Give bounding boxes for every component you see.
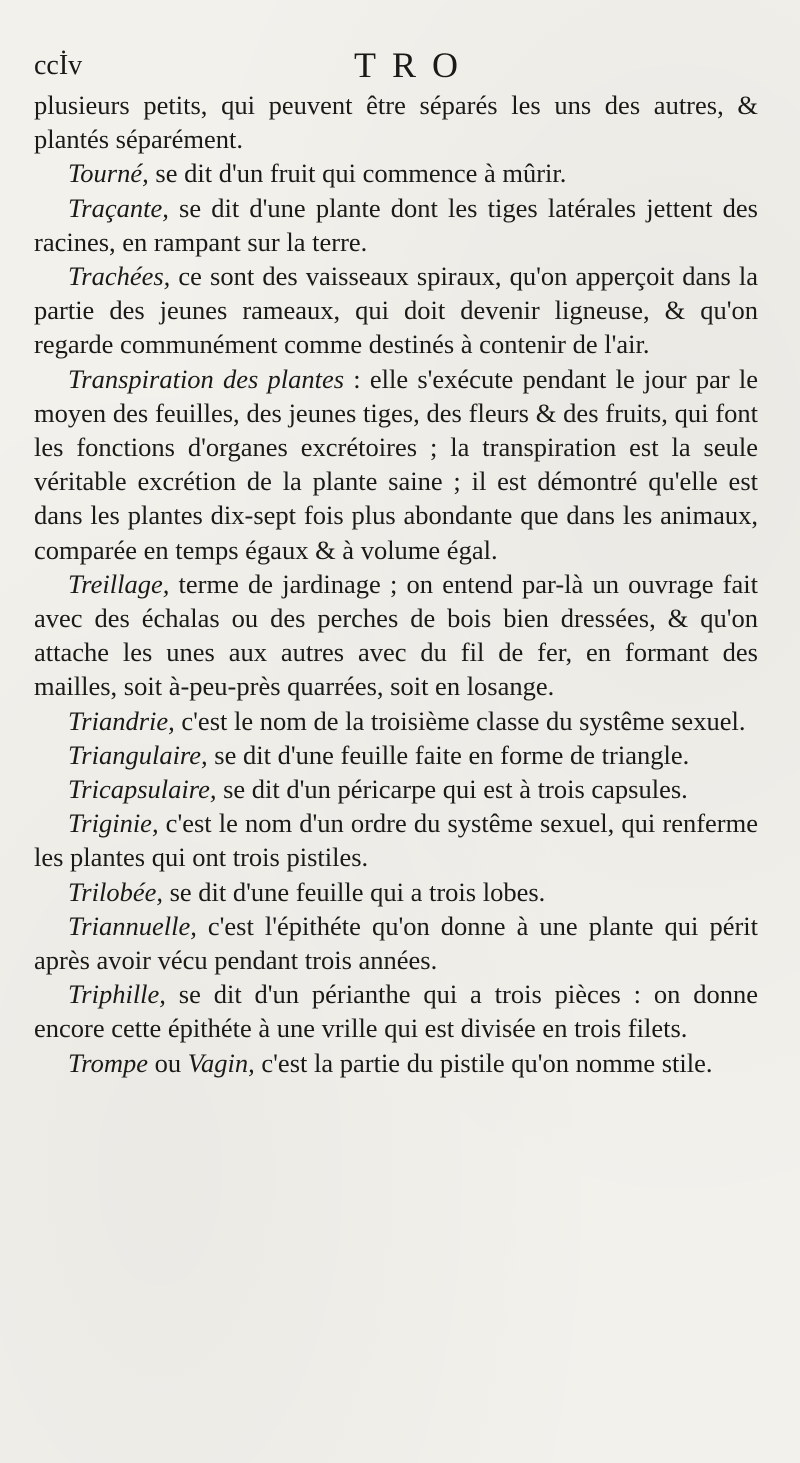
entry-term: Tourné, xyxy=(68,158,149,189)
entry-text: c'est l'épithéte qu'on donne à une plante qui périt après avoir vécu pendant trois années. xyxy=(34,910,758,976)
entry-text: se dit d'un fruit qui commence à mûrir. xyxy=(148,158,567,189)
entry-term: Trachées, xyxy=(68,261,171,292)
entry-trilobee xyxy=(34,875,758,909)
entry-trachees xyxy=(34,259,758,362)
entry-tourne xyxy=(34,156,758,190)
entry-text: c'est le nom d'un ordre du systême sexuel, qui renferme les plantes qui ont trois pistiles. xyxy=(34,808,758,873)
entry-term: Triangulaire, xyxy=(68,739,208,770)
entry-text: se dit d'une feuille faite en forme de triangle. xyxy=(207,739,690,770)
entry-text: se dit d'une feuille qui a trois lobes. xyxy=(162,876,546,907)
entry-term: Triginie, xyxy=(68,808,159,839)
entry-tricapsulaire xyxy=(34,772,758,806)
entry-term: Traçante, xyxy=(68,192,169,223)
entry-term: Tricapsulaire, xyxy=(68,774,217,805)
entry-term: Treillage, xyxy=(68,568,170,599)
entry-trompe xyxy=(34,1046,758,1080)
entry-tracante xyxy=(34,191,758,259)
entry-term: Triannuelle, xyxy=(68,910,197,941)
entry-term-alt: Vagin, xyxy=(187,1047,255,1078)
entry-triannuelle xyxy=(34,909,758,977)
entry-text: c'est la partie du pistile qu'on nomme stile. xyxy=(254,1047,713,1078)
running-head: TRO xyxy=(354,45,474,85)
entry-treillage xyxy=(34,567,758,704)
entry-text: se dit d'une plante dont les tiges latérales jettent des racines, en rampant sur la terre. xyxy=(34,192,758,257)
entry-text: ce sont des vaisseaux spiraux, qu'on apperçoit dans la partie des jeunes rameaux, qui doit devenir ligneuse, & qu'on regarde communément comme destinés à contenir de l'air. xyxy=(34,261,758,360)
entry-term: Transpiration des plantes xyxy=(68,363,345,394)
entry-text: se dit d'un péricarpe qui est à trois capsules. xyxy=(216,774,688,805)
entry-text: : elle s'exécute pendant le jour par le moyen des feuilles, des jeunes tiges, des fleurs & des fruits, qui font les fonctions d'organes excrétoires ; la transpiration est la seule véritable excrétion de la plante saine ; il est démontré qu'elle est dans les plantes dix-sept fois plus abondante que dans les animaux, comparée en temps égaux & à volume égal. xyxy=(34,363,758,565)
entry-text: se dit d'un périanthe qui a trois pièces : on donne encore cette épithéte à une vrille qui est divisée en trois filets. xyxy=(34,979,758,1044)
entry-term: Trilobée, xyxy=(68,876,163,907)
entry-text: terme de jardinage ; on entend par-là un ouvrage fait avec des échalas ou des perches de bois bien dressées, & qu'on attache les unes aux autres avec du fil de fer, en formant des mailles, soit à-peu-près quarrées, soit en losange. xyxy=(34,568,758,702)
entry-term: Triphille, xyxy=(68,979,166,1010)
entry-triangulaire xyxy=(34,738,758,772)
entry-triandrie xyxy=(34,704,758,738)
page-header xyxy=(34,44,774,84)
entry-connector: ou xyxy=(148,1047,188,1078)
entry-term: Trompe xyxy=(68,1047,149,1078)
entry-text: c'est le nom de la troisième classe du systême sexuel. xyxy=(174,705,746,736)
text-block xyxy=(34,88,758,1080)
entry-term: Triandrie, xyxy=(68,705,175,736)
page-number: ccİv xyxy=(34,50,83,81)
continuation-paragraph: plusieurs petits, qui peuvent être séparés les uns des autres, & plantés séparément. xyxy=(34,90,758,155)
entry-triphille xyxy=(34,977,758,1045)
entry-transpiration xyxy=(34,362,758,567)
entry-triginie xyxy=(34,806,758,874)
